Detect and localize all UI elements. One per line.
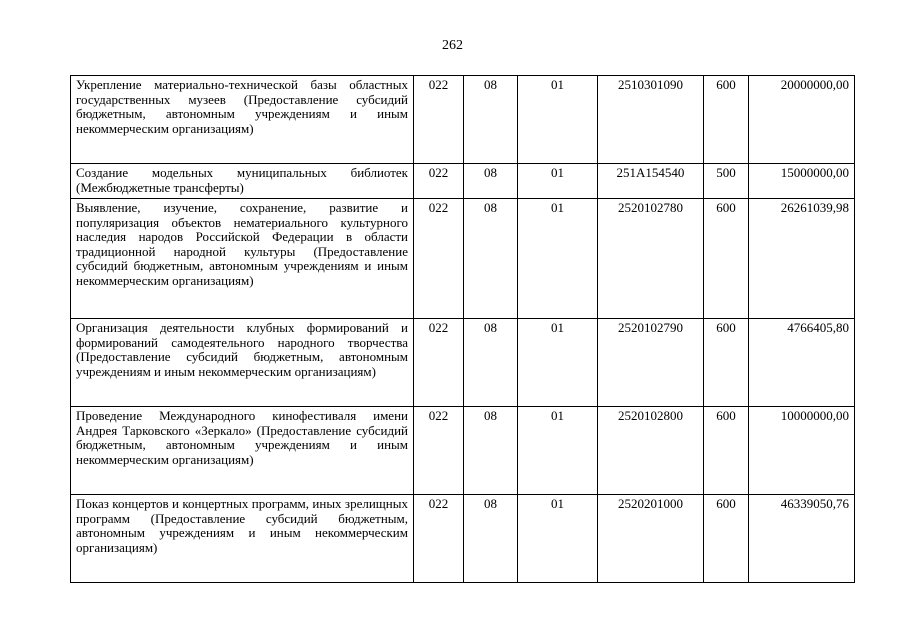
expense-type-code: 600	[704, 495, 749, 583]
target-article-code: 2520102780	[598, 199, 704, 319]
expense-type-code: 600	[704, 76, 749, 164]
subsection-code: 01	[518, 199, 598, 319]
row-description: Выявление, изучение, сохранение, развитие и популяризация объектов нематериального культурного наследия народов Российской Федерации в области традиционной народной культуры (Предоставление субсидий бюджетным, автономным учреждениям и иным некоммерческим организациям)	[71, 199, 414, 319]
table-row	[71, 407, 855, 495]
table-row	[71, 164, 855, 199]
ministry-code: 022	[414, 495, 464, 583]
ministry-code: 022	[414, 319, 464, 407]
ministry-code: 022	[414, 199, 464, 319]
section-code: 08	[464, 199, 518, 319]
section-code: 08	[464, 407, 518, 495]
table-row	[71, 76, 855, 164]
subsection-code: 01	[518, 495, 598, 583]
section-code: 08	[464, 495, 518, 583]
section-code: 08	[464, 164, 518, 199]
subsection-code: 01	[518, 164, 598, 199]
target-article-code: 251А154540	[598, 164, 704, 199]
amount-value: 4766405,80	[749, 319, 855, 407]
ministry-code: 022	[414, 164, 464, 199]
amount-value: 15000000,00	[749, 164, 855, 199]
expense-type-code: 600	[704, 199, 749, 319]
subsection-code: 01	[518, 407, 598, 495]
row-description: Укрепление материально-технической базы областных государственных музеев (Предоставление субсидий бюджетным, автономным учреждениям и иным некоммерческим организациям)	[71, 76, 414, 164]
expense-type-code: 500	[704, 164, 749, 199]
budget-table	[70, 75, 855, 583]
ministry-code: 022	[414, 76, 464, 164]
section-code: 08	[464, 319, 518, 407]
ministry-code: 022	[414, 407, 464, 495]
amount-value: 10000000,00	[749, 407, 855, 495]
section-code: 08	[464, 76, 518, 164]
table-row	[71, 199, 855, 319]
target-article-code: 2520201000	[598, 495, 704, 583]
subsection-code: 01	[518, 76, 598, 164]
amount-value: 46339050,76	[749, 495, 855, 583]
table-row	[71, 495, 855, 583]
page-number: 262	[442, 38, 463, 53]
row-description: Показ концертов и концертных программ, иных зрелищных программ (Предоставление субсидий бюджетным, автономным учреждениям и иным некоммерческим организациям)	[71, 495, 414, 583]
row-description: Создание модельных муниципальных библиотек (Межбюджетные трансферты)	[71, 164, 414, 199]
subsection-code: 01	[518, 319, 598, 407]
expense-type-code: 600	[704, 407, 749, 495]
target-article-code: 2510301090	[598, 76, 704, 164]
row-description: Проведение Международного кинофестиваля имени Андрея Тарковского «Зеркало» (Предоставление субсидий бюджетным, автономным учреждениям и иным некоммерческим организациям)	[71, 407, 414, 495]
target-article-code: 2520102790	[598, 319, 704, 407]
amount-value: 20000000,00	[749, 76, 855, 164]
expense-type-code: 600	[704, 319, 749, 407]
table-row	[71, 319, 855, 407]
row-description: Организация деятельности клубных формирований и формирований самодеятельного народного творчества (Предоставление субсидий бюджетным, автономным учреждениям и иным некоммерческим организациям)	[71, 319, 414, 407]
target-article-code: 2520102800	[598, 407, 704, 495]
amount-value: 26261039,98	[749, 199, 855, 319]
